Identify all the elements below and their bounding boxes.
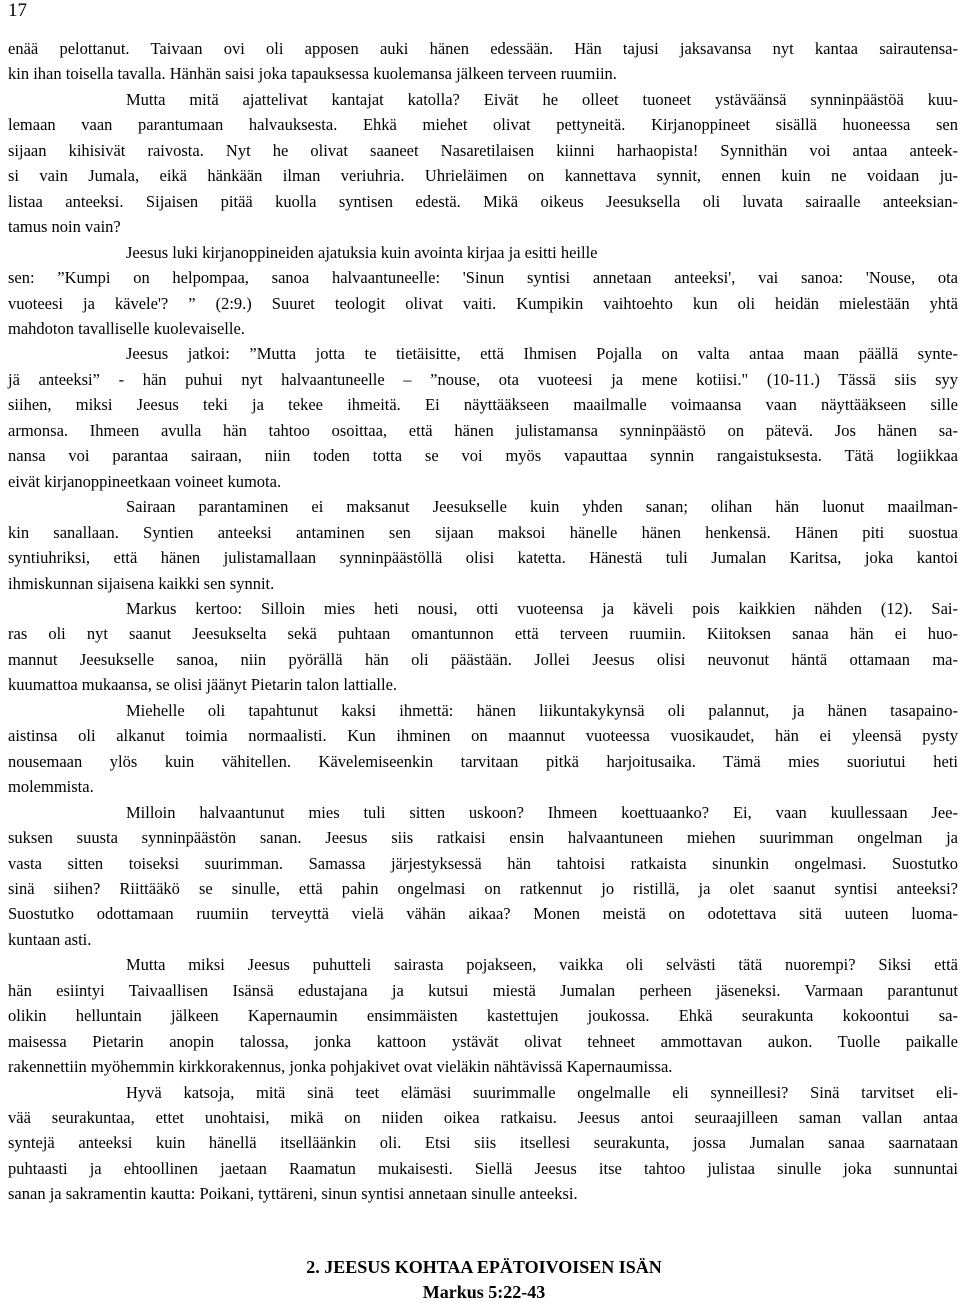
- chapter-title: 2. JEESUS KOHTAA EPÄTOIVOISEN ISÄN: [306, 1257, 662, 1277]
- text-line: mahdoton tavalliselle kuolevaiselle.: [8, 318, 245, 338]
- text-line: Mutta mitä ajattelivat kantajat katolla? Eivät he olleet tuoneet ystäväänsä synninpäästöä kuu-: [126, 89, 958, 109]
- text-line: suksen suusta synninpäästön sanan. Jeesus siis ratkaisi ensin halvaantuneen miehen suurimman ongelman ja: [8, 828, 958, 848]
- text-line: sijaan kihisivät raivosta. Nyt he olivat saaneet Nasaretilaisen kiinni harhaopista! Synnithän voi antaa anteek-: [8, 140, 958, 160]
- text-line: Markus kertoo: Silloin mies heti nousi, otti vuoteensa ja käveli pois kaikkien nähden (12). Sai-: [126, 598, 958, 618]
- text-line: Jeesus jatkoi: ”Mutta jotta te tietäisitte, että Ihmisen Pojalla on valta antaa maan päällä synte-: [126, 344, 958, 364]
- text-line: maisessa Pietarin anopin talossa, jonka kattoon ystävät olivat tehneet ammottavan aukon. Tuolle paikalle: [8, 1031, 958, 1051]
- text-line: siihen, miksi Jeesus teki ja tekee ihmeitä. Ei näyttääkseen maailmalle voimaansa vaan näyttääkseen sille: [8, 395, 958, 415]
- text-line: kin ihan toisella tavalla. Hänhän saisi joka tapauksessa kuolemansa jälkeen terveen ruumiin.: [8, 64, 617, 84]
- text-line: puhtaasti ja ehtoollinen jaetaan Raamatun mukaisesti. Siellä Jeesus itse tahtoo julistaa sinulle joka sunnuntai: [8, 1158, 958, 1178]
- text-line: Milloin halvaantunut mies tuli sitten uskoon? Ihmeen koettuaanko? Ei, vaan kuullessaan Jee-: [126, 802, 958, 822]
- text-line: aistinsa oli alkanut toimia normaalisti. Kun ihminen on maannut vuoteessa vuosikaudet, hän ei yleensä pysty: [8, 726, 958, 746]
- text-line: Jeesus luki kirjanoppineiden ajatuksia kuin avointa kirjaa ja esitti heille: [126, 242, 598, 262]
- text-line: enää pelottanut. Taivaan ovi oli apposen auki hänen edessään. Hän tajusi jaksavansa nyt kantaa sairautensa-: [8, 39, 958, 58]
- text-line: molemmista.: [8, 777, 94, 797]
- text-line: nansa voi parantaa sairaan, niin toden totta se voi myös vapauttaa synnin rangaistuksesta. Tätä logiikkaa: [8, 446, 958, 466]
- text-line: si vain Jumala, eikä hänkään ilman veriuhria. Uhrieläimen on kannettava synnit, ennen kuin ne voidaan ju-: [8, 166, 958, 186]
- text-line: syntejä anteeksi kuin hänellä itselläänkin oli. Etsi siis itsellesi seurakunta, jossa Jumalan sanaa saarnataan: [8, 1133, 958, 1153]
- chapter-heading: [0, 1255, 960, 1305]
- text-line: tamus noin vain?: [8, 217, 121, 237]
- text-line: vasta sitten toiseksi suurimman. Samassa järjestyksessä hän tahtoisi ratkaista sinunkin ongelmasi. Suostutko: [8, 853, 958, 873]
- text-line: ras oli nyt saanut Jeesukselta sekä puhtaan omantunnon että terveen ruumiin. Kiitoksen sanaa hän ei huo-: [8, 624, 958, 644]
- text-line: jä anteeksi” - hän puhui nyt halvaantuneelle – ”nouse, ota vuoteesi ja mene kotiisi." (10-11.) Tässä siis syy: [8, 369, 958, 389]
- text-line: kuntaan asti.: [8, 929, 92, 949]
- text-line: listaa anteeksi. Sijaisen pitää kuolla syntisen edestä. Mikä oikeus Jeesuksella oli luvata sairaalle anteeksian-: [8, 191, 958, 211]
- text-line: armonsa. Ihmeen avulla hän tahtoo osoittaa, että hänen julistamansa synninpäästö on pätevä. Jos hänen sa-: [8, 420, 958, 440]
- text-line: olikin helluntain jälkeen Kapernaumin ensimmäisten kastettujen joukossa. Ehkä seurakunta kokoontui sa-: [8, 1006, 958, 1026]
- chapter-reference: Markus 5:22-43: [422, 1282, 546, 1302]
- page-number: 17: [8, 0, 27, 21]
- text-line: vää seurakuntaa, ettet unohtaisi, mikä on niiden oikea ratkaisu. Jeesus antoi seuraajilleen saman vallan antaa: [8, 1108, 958, 1128]
- text-line: vuoteesi ja kävele'? ” (2:9.) Suuret teologit olivat vaiti. Kumpikin vaihtoehto kun oli heidän mielestään yhtä: [8, 293, 958, 313]
- text-line: sinä siihen? Riittääkö se sinulle, että pahin ongelmasi on ratkennut jo ristillä, ja olet saanut syntisi anteeksi?: [8, 878, 958, 898]
- text-line: eivät kirjanoppineetkaan voineet kumota.: [8, 471, 282, 491]
- text-line: syntiuhriksi, että hänen julistamallaan synninpäästöllä olisi katetta. Hänestä tuli Jumalan Karitsa, joka kantoi: [8, 548, 958, 568]
- text-line: ihmiskunnan sijaisena kaikki sen synnit.: [8, 573, 275, 593]
- text-line: Miehelle oli tapahtunut kaksi ihmettä: hänen liikuntakykynsä oli palannut, ja hänen tasapaino-: [126, 700, 958, 720]
- text-line: kuumattoa mukaansa, se olisi jäänyt Pietarin talon lattialle.: [8, 675, 398, 695]
- text-line: Sairaan parantaminen ei maksanut Jeesukselle kuin yhden sanan; olihan hän luonut maailman-: [126, 497, 958, 517]
- text-line: sen: ”Kumpi on helpompaa, sanoa halvaantuneelle: 'Sinun syntisi annetaan anteeksi', vai sanoa: 'Nouse, ota: [8, 268, 958, 288]
- text-line: Hyvä katsoja, mitä sinä teet elämäsi suurimmalle ongelmalle eli synneillesi? Sinä tarvitset eli-: [126, 1082, 958, 1102]
- text-line: rakennettiin myöhemmin kirkkorakennus, jonka pohjakivet ovat vieläkin nähtävissä Kapernaumissa.: [8, 1057, 673, 1077]
- text-line: sanan ja sakramentin kautta: Poikani, tyttäreni, sinun syntisi annetaan sinulle anteeksi.: [8, 1184, 578, 1204]
- text-line: hän esiintyi Taivaallisen Isänsä edustajana ja kutsui miestä Jumalan perheen jäseneksi. Varmaan parantunut: [8, 980, 958, 1000]
- body-text: [8, 36, 958, 1207]
- text-line: lemaan vaan parantumaan halvauksesta. Ehkä miehet olivat pettyneitä. Kirjanoppineet sisällä huoneessa sen: [8, 115, 958, 135]
- text-line: nousemaan ylös kuin vähitellen. Kävelemiseenkin tarvitaan pitkä harjoitusaika. Tämä mies suoriutui heti: [8, 751, 958, 771]
- text-line: Mutta miksi Jeesus puhutteli sairasta pojakseen, vaikka oli selvästi tätä nuorempi? Siksi että: [126, 955, 958, 975]
- text-line: Suostutko odottamaan ruumiin terveyttä vielä vähän aikaa? Monen meistä on odotettava sitä uuteen luoma-: [8, 904, 958, 924]
- text-line: mannut Jeesukselle sanoa, niin pyörällä hän oli päästään. Jollei Jeesus olisi neuvonut häntä ottamaan ma-: [8, 649, 958, 669]
- text-line: kin sanallaan. Syntien anteeksi antaminen sen sijaan maksoi hänelle hänen henkensä. Hänen piti suostua: [8, 522, 958, 542]
